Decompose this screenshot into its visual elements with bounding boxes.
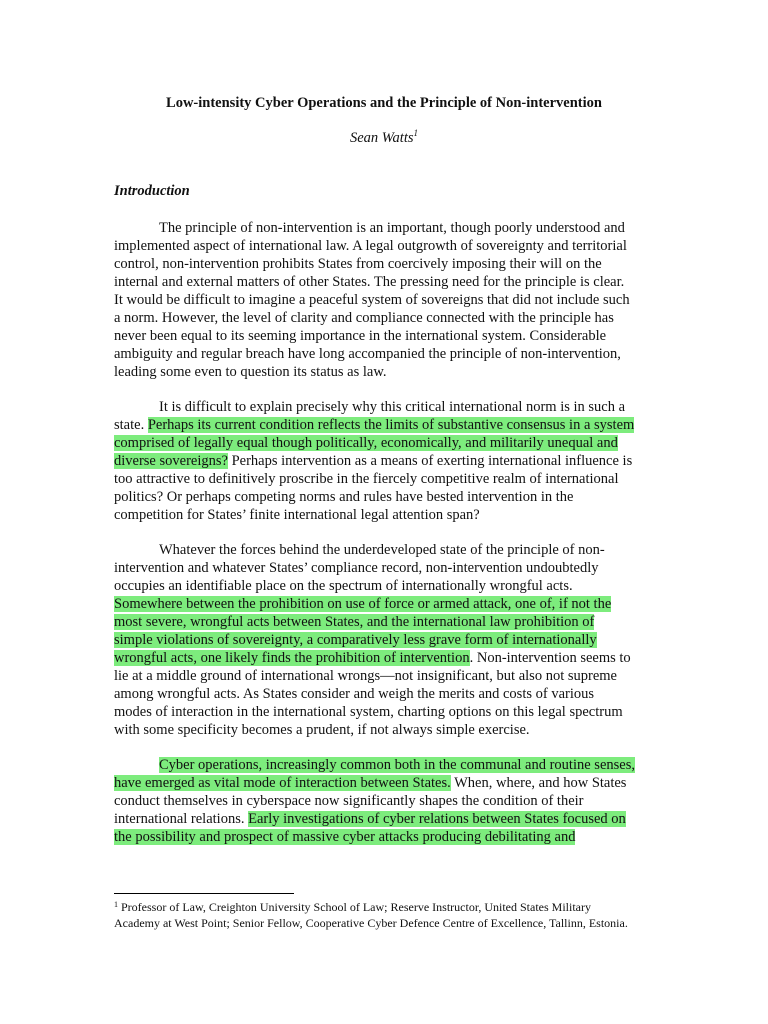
text-line bbox=[114, 541, 654, 559]
highlighted-text: have emerged as vital mode of interaction between States. bbox=[114, 775, 451, 791]
text-line bbox=[114, 345, 654, 363]
footnote-text: Professor of Law, Creighton University School of Law; Reserve Instructor, United States Military bbox=[118, 900, 591, 914]
text-run: international relations. bbox=[114, 811, 249, 827]
text-line bbox=[114, 363, 654, 381]
text-run: competition for States’ finite international legal attention span? bbox=[114, 507, 480, 523]
highlighted-text: Cyber operations, increasingly common both in the communal and routine senses, bbox=[159, 757, 635, 773]
text-line bbox=[114, 506, 654, 524]
text-line bbox=[114, 327, 654, 345]
highlighted-text: Somewhere between the prohibition on use of force or armed attack, one of, if not the bbox=[114, 596, 612, 612]
paragraph-4 bbox=[114, 756, 654, 846]
highlighted-text: Early investigations of cyber relations between States focused on bbox=[248, 811, 626, 827]
paragraph-2 bbox=[114, 398, 654, 524]
footnote-line-1 bbox=[114, 899, 674, 915]
text-line bbox=[114, 810, 654, 828]
text-line bbox=[114, 309, 654, 327]
text-line bbox=[114, 291, 654, 309]
text-line bbox=[114, 649, 654, 667]
document-title: Low-intensity Cyber Operations and the Principle of Non-intervention bbox=[166, 95, 602, 111]
highlighted-text: the possibility and prospect of massive cyber attacks producing debilitating and bbox=[114, 829, 576, 845]
text-line bbox=[114, 559, 654, 577]
text-line bbox=[114, 685, 654, 703]
text-line bbox=[114, 577, 654, 595]
text-run: ambiguity and regular breach have long accompanied the principle of non-intervention, bbox=[114, 346, 621, 362]
text-line bbox=[114, 434, 654, 452]
text-line bbox=[114, 595, 654, 613]
author-line bbox=[0, 129, 768, 147]
section-heading: Introduction bbox=[114, 183, 190, 199]
highlighted-text: diverse sovereigns? bbox=[114, 453, 228, 469]
text-run: too attractive to definitively proscribe in the fiercely competitive realm of international bbox=[114, 471, 619, 487]
text-run: with some specificity becomes a prudent, if not always simple exercise. bbox=[114, 722, 530, 738]
text-run: Perhaps intervention as a means of exerting international influence is bbox=[227, 453, 633, 469]
footnote bbox=[114, 899, 674, 931]
footnote-separator bbox=[114, 893, 294, 894]
highlighted-text: comprised of legally equal though politically, economically, and militarily unequal and bbox=[114, 435, 618, 451]
author-footnote-mark: 1 bbox=[413, 128, 418, 138]
text-line bbox=[114, 721, 654, 739]
text-run: implemented aspect of international law. A legal outgrowth of sovereignty and territorial bbox=[114, 238, 627, 254]
text-run: never been equal to its seeming importance in the international system. Considerable bbox=[114, 328, 607, 344]
footnote-line-2: Academy at West Point; Senior Fellow, Cooperative Cyber Defence Centre of Excellence, Tallinn, Estonia. bbox=[114, 916, 628, 930]
paragraph-1 bbox=[114, 219, 654, 381]
text-line bbox=[114, 470, 654, 488]
text-run: occupies an identifiable place on the spectrum of internationally wrongful acts. bbox=[114, 578, 573, 594]
paragraph-3 bbox=[114, 541, 654, 739]
text-run: modes of interaction in the international system, charting options on this legal spectrum bbox=[114, 704, 623, 720]
text-run: a norm. However, the level of clarity and compliance connected with the principle has bbox=[114, 310, 614, 326]
text-line bbox=[114, 667, 654, 685]
text-line bbox=[114, 237, 654, 255]
text-line bbox=[114, 631, 654, 649]
text-line bbox=[114, 703, 654, 721]
text-run: The principle of non-intervention is an important, though poorly understood and bbox=[159, 220, 625, 236]
text-line bbox=[114, 756, 654, 774]
highlighted-text: Perhaps its current condition reflects the limits of substantive consensus in a system bbox=[147, 417, 635, 433]
text-run: state. bbox=[114, 417, 148, 433]
text-run: intervention and whatever States’ compliance record, non-intervention undoubtedly bbox=[114, 560, 599, 576]
text-run: Whatever the forces behind the underdeveloped state of the principle of non- bbox=[159, 542, 605, 558]
text-line bbox=[114, 452, 654, 470]
text-line bbox=[114, 255, 654, 273]
text-line bbox=[114, 774, 654, 792]
text-run: conduct themselves in cyberspace now significantly shapes the condition of their bbox=[114, 793, 584, 809]
text-run: among wrongful acts. As States consider and weigh the merits and costs of various bbox=[114, 686, 595, 702]
text-run: politics? Or perhaps competing norms and rules have bested intervention in the bbox=[114, 489, 574, 505]
text-line bbox=[114, 613, 654, 631]
text-run: It is difficult to explain precisely why this critical international norm is in such a bbox=[159, 399, 626, 415]
author-name: Sean Watts bbox=[349, 130, 414, 146]
text-line bbox=[114, 828, 654, 846]
text-run: . Non-intervention seems to bbox=[469, 650, 631, 666]
text-run: lie at a middle ground of international wrongs—not insignificant, but also not supreme bbox=[114, 668, 617, 684]
text-line bbox=[114, 273, 654, 291]
highlighted-text: wrongful acts, one likely finds the prohibition of intervention bbox=[114, 650, 470, 666]
text-line bbox=[114, 488, 654, 506]
text-run: When, where, and how States bbox=[450, 775, 627, 791]
footnote-mark: 1 bbox=[114, 900, 118, 909]
highlighted-text: simple violations of sovereignty, a comparatively less grave form of internationally bbox=[114, 632, 597, 648]
text-run: leading some even to question its status as law. bbox=[114, 364, 387, 380]
text-run: control, non-intervention prohibits States from coercively imposing their will on the bbox=[114, 256, 602, 272]
text-line bbox=[114, 398, 654, 416]
text-run: internal and external matters of other States. The pressing need for the principle is clear. bbox=[114, 274, 625, 290]
text-line bbox=[114, 416, 654, 434]
text-line bbox=[114, 219, 654, 237]
text-line bbox=[114, 792, 654, 810]
highlighted-text: most severe, wrongful acts between States, and the international law prohibition of bbox=[114, 614, 595, 630]
text-run: It would be difficult to imagine a peaceful system of sovereigns that did not include such bbox=[114, 292, 630, 308]
